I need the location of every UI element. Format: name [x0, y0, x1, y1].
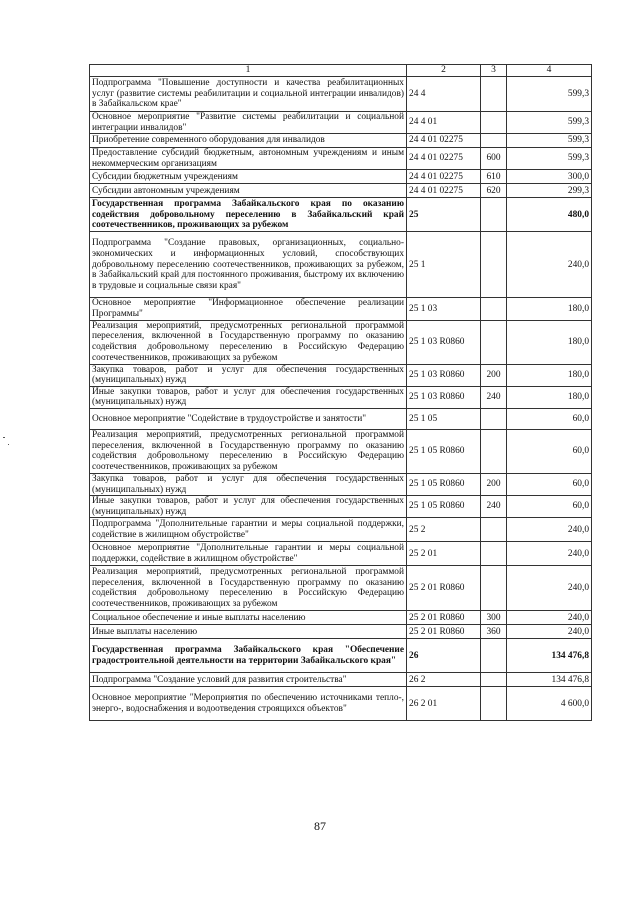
row-code-cell: 26 2 01 — [407, 687, 481, 721]
row-sum-cell: 4 600,0 — [507, 687, 592, 721]
row-name-cell: Подпрограмма "Повышение доступности и качества реабилитационных услуг (развитие системы реабилитации и социальной интеграции инвалидов) в Забайкальском крае" — [90, 77, 407, 112]
row-sum-cell: 60,0 — [507, 473, 592, 495]
table-row — [90, 148, 592, 170]
table-row — [90, 408, 592, 429]
page-number: 87 — [314, 819, 326, 833]
table-row — [90, 518, 592, 542]
table-row — [90, 566, 592, 611]
row-expense-type-cell — [481, 639, 507, 673]
row-code-cell: 25 1 05 R0860 — [407, 429, 481, 473]
row-name-cell: Подпрограмма "Создание правовых, организационных, социально-экономических и информационных условий, способствующих добровольному переселению соотечественников, проживающих за рубежом, в Забайкальский край для постоянного проживания, быстрому их включению в трудовые и социальные связи края" — [90, 232, 407, 298]
budget-table — [89, 64, 592, 721]
row-name-cell: Закупка товаров, работ и услуг для обеспечения государственных (муниципальных) нужд — [90, 473, 407, 495]
row-expense-type-cell — [481, 542, 507, 566]
table-row — [90, 429, 592, 473]
row-code-cell: 25 2 01 R0860 — [407, 566, 481, 611]
row-sum-cell: 240,0 — [507, 625, 592, 639]
row-expense-type-cell — [481, 298, 507, 320]
row-expense-type-cell: 360 — [481, 625, 507, 639]
row-code-cell: 25 2 01 — [407, 542, 481, 566]
row-name-cell: Иные закупки товаров, работ и услуг для обеспечения государственных (муниципальных) нужд — [90, 496, 407, 518]
row-name-cell: Основное мероприятие "Дополнительные гарантии и меры социальной поддержки, содействие в жилищном обустройстве" — [90, 542, 407, 566]
row-sum-cell: 599,3 — [507, 134, 592, 148]
row-code-cell: 24 4 01 02275 — [407, 148, 481, 170]
table-row — [90, 496, 592, 518]
row-expense-type-cell: 300 — [481, 611, 507, 625]
row-expense-type-cell — [481, 687, 507, 721]
row-code-cell: 25 1 03 R0860 — [407, 364, 481, 386]
row-code-cell: 24 4 01 02275 — [407, 134, 481, 148]
row-expense-type-cell — [481, 134, 507, 148]
row-name-cell: Приобретение современного оборудования для инвалидов — [90, 134, 407, 148]
row-expense-type-cell — [481, 673, 507, 687]
row-sum-cell: 299,3 — [507, 184, 592, 198]
row-name-cell: Основное мероприятие "Содействие в трудоустройстве и занятости" — [90, 408, 407, 429]
table-row — [90, 473, 592, 495]
table-row — [90, 687, 592, 721]
row-sum-cell: 180,0 — [507, 298, 592, 320]
row-expense-type-cell — [481, 232, 507, 298]
row-sum-cell: 480,0 — [507, 198, 592, 232]
row-code-cell: 25 — [407, 198, 481, 232]
row-expense-type-cell: 600 — [481, 148, 507, 170]
row-code-cell: 24 4 01 — [407, 112, 481, 134]
row-name-cell: Основное мероприятие "Информационное обеспечение реализации Программы" — [90, 298, 407, 320]
row-name-cell: Реализация мероприятий, предусмотренных региональной программой переселения, включенной в Государственную программу по оказанию содействия добровольному переселению в Российскую Федерацию соотечественников, проживающих за рубежом — [90, 320, 407, 364]
row-name-cell: Подпрограмма "Дополнительные гарантии и меры социальной поддержки, содействие в жилищном обустройстве" — [90, 518, 407, 542]
row-sum-cell: 134 476,8 — [507, 673, 592, 687]
row-name-cell: Субсидии автономным учреждениям — [90, 184, 407, 198]
row-expense-type-cell: 620 — [481, 184, 507, 198]
table-row — [90, 611, 592, 625]
header-col-2: 2 — [407, 65, 481, 77]
row-sum-cell: 60,0 — [507, 408, 592, 429]
row-sum-cell: 240,0 — [507, 566, 592, 611]
table-row — [90, 320, 592, 364]
row-sum-cell: 240,0 — [507, 232, 592, 298]
row-name-cell: Социальное обеспечение и иные выплаты населению — [90, 611, 407, 625]
row-sum-cell: 134 476,8 — [507, 639, 592, 673]
row-name-cell: Иные выплаты населению — [90, 625, 407, 639]
row-name-cell: Реализация мероприятий, предусмотренных региональной программой переселения, включенной в Государственную программу по оказанию содействия добровольному переселению в Российскую Федерацию соотечественников, проживающих за рубежом — [90, 566, 407, 611]
table-row — [90, 542, 592, 566]
row-expense-type-cell: 610 — [481, 170, 507, 184]
row-code-cell: 25 1 03 R0860 — [407, 386, 481, 408]
row-expense-type-cell — [481, 518, 507, 542]
row-expense-type-cell — [481, 320, 507, 364]
row-expense-type-cell: 240 — [481, 386, 507, 408]
header-col-1: 1 — [90, 65, 407, 77]
row-name-cell: Основное мероприятие "Мероприятия по обеспечению источниками тепло-, энерго-, водоснабжения и водоотведения строящихся объектов" — [90, 687, 407, 721]
row-code-cell: 25 2 — [407, 518, 481, 542]
row-code-cell: 25 1 05 R0860 — [407, 496, 481, 518]
row-name-cell: Реализация мероприятий, предусмотренных региональной программой переселения, включенной в Государственную программу по оказанию содействия добровольному переселению в Российскую Федерацию соотечественников, проживающих за рубежом — [90, 429, 407, 473]
table-row — [90, 170, 592, 184]
scan-mark — [8, 444, 9, 445]
header-col-4: 4 — [507, 65, 592, 77]
row-name-cell: Государственная программа Забайкальского края по оказанию содействия добровольному переселению в Забайкальский край соотечественников, проживающих за рубежом — [90, 198, 407, 232]
row-expense-type-cell — [481, 112, 507, 134]
row-expense-type-cell: 200 — [481, 473, 507, 495]
row-code-cell: 26 — [407, 639, 481, 673]
row-expense-type-cell — [481, 77, 507, 112]
row-sum-cell: 240,0 — [507, 518, 592, 542]
row-sum-cell: 180,0 — [507, 364, 592, 386]
row-sum-cell: 180,0 — [507, 320, 592, 364]
row-name-cell: Основное мероприятие "Развитие системы реабилитации и социальной интеграции инвалидов" — [90, 112, 407, 134]
table-row — [90, 364, 592, 386]
row-code-cell: 25 1 03 R0860 — [407, 320, 481, 364]
table-row — [90, 112, 592, 134]
scan-mark — [3, 437, 5, 438]
row-name-cell: Предоставление субсидий бюджетным, автономным учреждениям и иным некоммерческим организациям — [90, 148, 407, 170]
row-code-cell: 25 1 05 R0860 — [407, 473, 481, 495]
row-code-cell: 25 2 01 R0860 — [407, 611, 481, 625]
row-name-cell: Государственная программа Забайкальского края "Обеспечение градостроительной деятельности на территории Забайкальского края" — [90, 639, 407, 673]
row-sum-cell: 599,3 — [507, 148, 592, 170]
row-code-cell: 24 4 01 02275 — [407, 184, 481, 198]
row-sum-cell: 60,0 — [507, 429, 592, 473]
table-row — [90, 639, 592, 673]
row-sum-cell: 180,0 — [507, 386, 592, 408]
table-row — [90, 625, 592, 639]
row-expense-type-cell — [481, 198, 507, 232]
row-code-cell: 26 2 — [407, 673, 481, 687]
table-row — [90, 673, 592, 687]
row-name-cell: Закупка товаров, работ и услуг для обеспечения государственных (муниципальных) нужд — [90, 364, 407, 386]
row-sum-cell: 240,0 — [507, 611, 592, 625]
table-row — [90, 198, 592, 232]
row-expense-type-cell: 240 — [481, 496, 507, 518]
table-row — [90, 386, 592, 408]
row-code-cell: 25 1 — [407, 232, 481, 298]
row-expense-type-cell — [481, 408, 507, 429]
row-sum-cell: 599,3 — [507, 112, 592, 134]
table-row — [90, 77, 592, 112]
table-row — [90, 184, 592, 198]
table-row — [90, 232, 592, 298]
row-expense-type-cell: 200 — [481, 364, 507, 386]
row-name-cell: Иные закупки товаров, работ и услуг для обеспечения государственных (муниципальных) нужд — [90, 386, 407, 408]
row-sum-cell: 300,0 — [507, 170, 592, 184]
row-name-cell: Подпрограмма "Создание условий для развития строительства" — [90, 673, 407, 687]
table-row — [90, 134, 592, 148]
budget-table-body — [90, 65, 592, 721]
row-sum-cell: 599,3 — [507, 77, 592, 112]
row-expense-type-cell — [481, 566, 507, 611]
row-sum-cell: 240,0 — [507, 542, 592, 566]
header-col-3: 3 — [481, 65, 507, 77]
row-code-cell: 24 4 — [407, 77, 481, 112]
table-header-row — [90, 65, 592, 77]
row-code-cell: 24 4 01 02275 — [407, 170, 481, 184]
row-sum-cell: 60,0 — [507, 496, 592, 518]
row-code-cell: 25 2 01 R0860 — [407, 625, 481, 639]
table-row — [90, 298, 592, 320]
row-name-cell: Субсидии бюджетным учреждениям — [90, 170, 407, 184]
row-code-cell: 25 1 05 — [407, 408, 481, 429]
row-expense-type-cell — [481, 429, 507, 473]
row-code-cell: 25 1 03 — [407, 298, 481, 320]
